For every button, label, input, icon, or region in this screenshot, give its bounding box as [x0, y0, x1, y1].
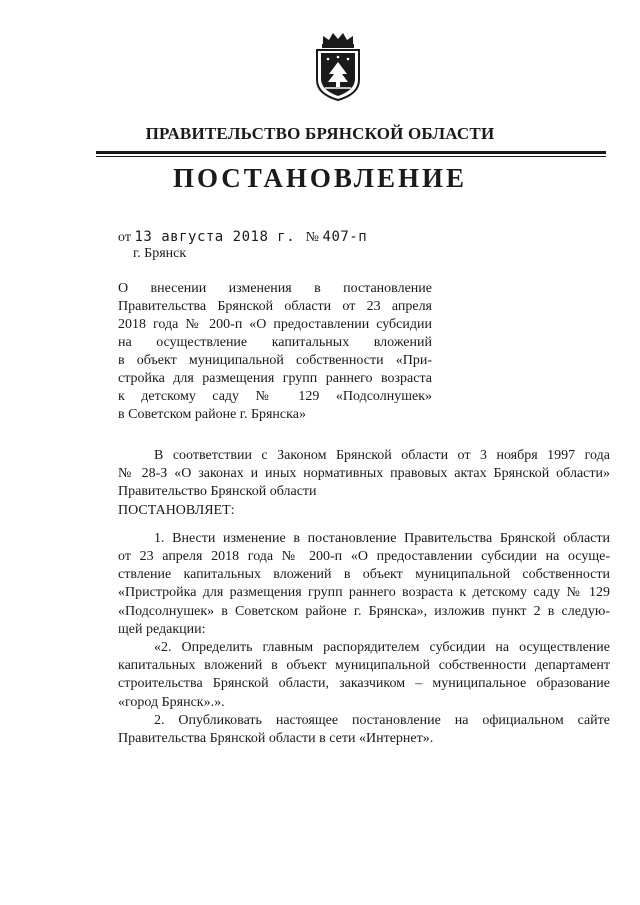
item2-line: 2. Опубликовать настоящее постановление на официальном сайте	[154, 712, 610, 728]
number-prefix: №	[305, 230, 320, 245]
preamble-line: Правительство Брянской области	[118, 484, 317, 500]
subject-line: Правительства Брянской области от 23 апреля	[118, 299, 432, 314]
preamble-line: ПОСТАНОВЛЯЕТ:	[118, 502, 235, 518]
document-subject	[118, 280, 432, 424]
date-line	[118, 229, 367, 246]
item1-line: «Пристройка для размещения групп раннего возраста к детскому саду № 129	[118, 585, 610, 601]
coat-of-arms-icon	[311, 32, 365, 102]
document-body	[118, 447, 610, 748]
item1-line: 1. Внести изменение в постановление Правительства Брянской области	[154, 530, 610, 546]
quote-line: «город Брянск».».	[118, 694, 225, 710]
subject-line: стройка для размещения групп раннего возраста	[118, 371, 432, 386]
subject-line: к детскому саду № 129 «Подсолнушек»	[118, 389, 432, 404]
quote-line: капитальных вложений в объект муниципальной собственности департамент	[118, 658, 610, 674]
document-number: 407-п	[322, 229, 368, 245]
subject-line: на осуществление капитальных вложений	[118, 335, 432, 350]
item1-line: от 23 апреля 2018 года № 200-п «О предоставлении субсидии на осуще-	[118, 549, 610, 565]
item1-line: «Подсолнушек» в Советском районе г. Брянска», изложив пункт 2 в следую-	[118, 603, 610, 619]
item1-line: щей редакции:	[118, 621, 206, 637]
quote-line: строительства Брянской области, заказчиком – муниципальное образование	[118, 676, 610, 692]
document-date: 13 августа 2018 г.	[134, 229, 296, 245]
header-rule-thick	[96, 151, 606, 154]
document-city: г. Брянск	[133, 246, 187, 261]
subject-line: 2018 года № 200-п «О предоставлении субсидии	[118, 317, 432, 332]
item1-line: ствление капитальных вложений в объект муниципальной собственности	[118, 567, 610, 583]
subject-line: в объект муниципальной собственности «При-	[118, 353, 432, 368]
date-prefix: от	[118, 230, 131, 245]
quote-line: «2. Определить главным распорядителем субсидии на осуществление	[154, 640, 610, 656]
preamble-line: В соответствии с Законом Брянской области от 3 ноября 1997 года	[154, 448, 610, 463]
item2-line: Правительства Брянской области в сети «Интернет».	[118, 731, 434, 747]
document-title: ПОСТАНОВЛЕНИЕ	[172, 163, 468, 193]
organization-name: ПРАВИТЕЛЬСТВО БРЯНСКОЙ ОБЛАСТИ	[145, 124, 495, 143]
header-rule-thin	[96, 156, 606, 157]
subject-line: в Советском районе г. Брянска»	[118, 407, 306, 422]
preamble-line: № 28-З «О законах и иных нормативных правовых актах Брянской области»	[118, 466, 610, 482]
subject-line: О внесении изменения в постановление	[118, 281, 432, 296]
